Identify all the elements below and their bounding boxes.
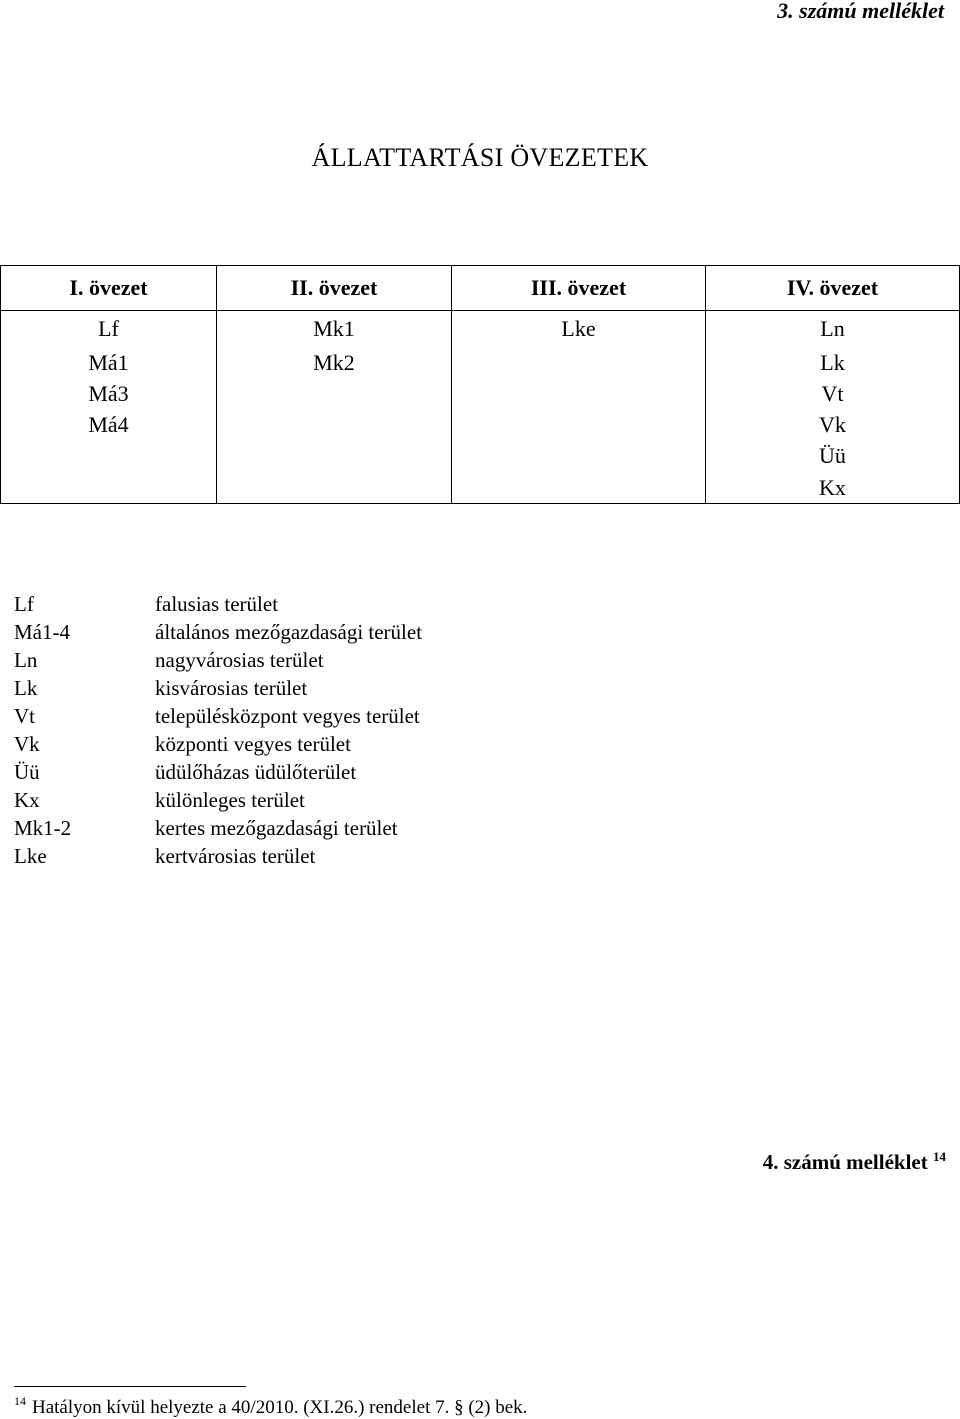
column-header-zone-1: I. övezet (1, 266, 217, 311)
legend-item (14, 702, 422, 730)
legend-description: falusias terület (155, 592, 279, 616)
table-cell (217, 409, 452, 440)
table-cell: Kx (706, 471, 960, 504)
legend-code: Lk (14, 676, 38, 700)
table-cell: Ln (706, 311, 960, 348)
footnote (14, 1394, 527, 1419)
table-row (1, 440, 960, 471)
table-cell: Vk (706, 409, 960, 440)
table-cell: Vt (706, 378, 960, 409)
zone-code-legend (14, 590, 422, 870)
table-cell: Mk1 (217, 311, 452, 348)
legend-description: nagyvárosias terület (155, 648, 324, 672)
legend-code: Lf (14, 592, 34, 616)
table-cell (217, 378, 452, 409)
table-cell (452, 378, 706, 409)
legend-code: Ln (14, 648, 38, 672)
legend-item (14, 758, 422, 786)
footnote-separator (14, 1386, 246, 1387)
legend-description: kertvárosias terület (155, 844, 316, 868)
legend-description: kertes mezőgazdasági terület (155, 816, 398, 840)
legend-code: Vk (14, 732, 40, 756)
legend-code: Kx (14, 788, 40, 812)
legend-item (14, 674, 422, 702)
legend-item (14, 842, 422, 870)
table-cell (452, 347, 706, 378)
table-cell (1, 471, 217, 504)
document-title: ÁLLATTARTÁSI ÖVEZETEK (311, 143, 649, 172)
column-header-zone-4: IV. övezet (706, 266, 960, 311)
annex-label: 4. számú melléklet (762, 1150, 928, 1174)
table-cell: Üü (706, 440, 960, 471)
legend-description: központi vegyes terület (155, 732, 351, 756)
table-row (1, 409, 960, 440)
table-cell: Lf (1, 311, 217, 348)
table-cell (452, 409, 706, 440)
annex-heading-top: 3. számú melléklet (777, 0, 944, 23)
column-header-zone-3: III. övezet (452, 266, 706, 311)
table-cell: Má3 (1, 378, 217, 409)
legend-code: Má1-4 (14, 620, 70, 644)
legend-description: általános mezőgazdasági terület (155, 620, 423, 644)
legend-item (14, 786, 422, 814)
table-cell: Má1 (1, 347, 217, 378)
legend-code: Lke (14, 844, 47, 868)
table-row (1, 471, 960, 504)
table-cell (217, 471, 452, 504)
table-cell: Lke (452, 311, 706, 348)
zones-table (0, 265, 960, 504)
legend-item (14, 590, 422, 618)
annex-heading-bottom (763, 1149, 946, 1175)
legend-description: kisvárosias terület (155, 676, 308, 700)
legend-code: Mk1-2 (14, 816, 72, 840)
legend-item (14, 646, 422, 674)
table-cell: Mk2 (217, 347, 452, 378)
footnote-text: Hatályon kívül helyezte a 40/2010. (XI.26.) rendelet 7. § (2) bek. (32, 1397, 528, 1418)
legend-description: különleges terület (155, 788, 305, 812)
legend-description: településközpont vegyes terület (155, 704, 420, 728)
legend-description: üdülőházas üdülőterület (155, 760, 357, 784)
table-cell (452, 440, 706, 471)
legend-code: Üü (14, 760, 40, 784)
table-row (1, 311, 960, 348)
footnote-number: 14 (14, 1394, 26, 1408)
table-cell (452, 471, 706, 504)
legend-item (14, 618, 422, 646)
footnote-reference[interactable]: 14 (933, 1149, 946, 1164)
table-row (1, 378, 960, 409)
table-header-row (1, 266, 960, 311)
legend-item (14, 730, 422, 758)
legend-item (14, 814, 422, 842)
table-cell (1, 440, 217, 471)
table-cell (217, 440, 452, 471)
table-cell: Má4 (1, 409, 217, 440)
column-header-zone-2: II. övezet (217, 266, 452, 311)
table-row (1, 347, 960, 378)
table-cell: Lk (706, 347, 960, 378)
legend-code: Vt (14, 704, 35, 728)
